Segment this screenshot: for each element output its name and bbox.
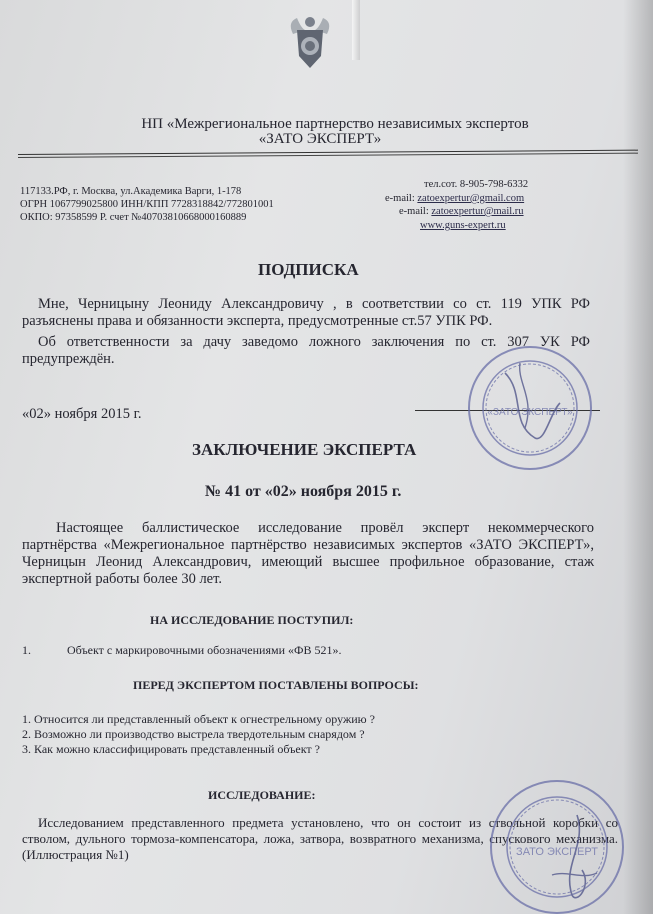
paper-fold xyxy=(352,0,360,60)
receipt-text-2: Об ответственности за дачу заведомо ложного заключения по ст. 307 УК РФ предупреждён. xyxy=(22,334,590,367)
org-name-line1: НП «Межрегиональное партнерство независимых экспертов xyxy=(141,116,529,132)
receipt-date: «02» ноября 2015 г. xyxy=(22,406,142,422)
received-item-text: Объект с маркировочными обозначениями «ФВ 521». xyxy=(67,643,342,657)
email-2-label: e-mail: xyxy=(399,206,429,217)
address: 117133.РФ, г. Москва, ул.Академика Варги, 1-178 xyxy=(20,186,242,197)
stamp-2-text: ЗАТО ЭКСПЕРТ xyxy=(516,846,598,858)
question-1: 1. Относится ли представленный объект к огнестрельному оружию ? xyxy=(22,712,375,726)
receipt-text-1: Мне, Черницыну Леониду Александровичу , в соответствии со ст. 119 УПК РФ разъяснены права и обязанности эксперта, предусмотренные ст.57 УПК РФ. xyxy=(22,296,590,329)
received-item-number: 1. xyxy=(22,643,31,657)
conclusion-intro: Настоящее баллистическое исследование провёл эксперт некоммерческого партнёрства «Межрегиональное партнёрство независимых экспертов «ЗАТО ЭКСПЕРТ», Черницын Леонид Александрович, имеющий высшее профильное образование, стаж экспертной работы более 30 лет. xyxy=(22,520,594,587)
stamp-1-text: «ЗАТО ЭКСПЕРТ» xyxy=(487,407,573,418)
email-1 xyxy=(385,193,524,204)
question-3: 3. Как можно классифицировать представленный объект ? xyxy=(22,742,320,756)
ogrn: ОГРН 1067799025800 ИНН/КПП 7728318842/772801001 xyxy=(20,199,274,210)
questions-title: ПЕРЕД ЭКСПЕРТОМ ПОСТАВЛЕНЫ ВОПРОСЫ: xyxy=(133,678,419,692)
edge-shadow xyxy=(623,0,653,914)
round-stamp-2 xyxy=(482,775,632,914)
round-stamp-1 xyxy=(465,343,595,473)
receipt-title: ПОДПИСКА xyxy=(258,260,359,279)
org-name-line2: «ЗАТО ЭКСПЕРТ» xyxy=(258,131,382,147)
question-2: 2. Возможно ли производство выстрела твердотельным снарядом ? xyxy=(22,727,365,741)
research-title: ИССЛЕДОВАНИЕ: xyxy=(208,788,316,802)
received-title: НА ИССЛЕДОВАНИЕ ПОСТУПИЛ: xyxy=(150,613,354,627)
research-text: Исследованием представленного предмета установлено, что он состоит из ствольной коробки со стволом, дульного тормоза-компенсатора, ложа, затвора, возвратного механизма, спускового механизма.(Иллюстрация №1) xyxy=(22,815,618,862)
conclusion-title: ЗАКЛЮЧЕНИЕ ЭКСПЕРТА xyxy=(192,440,417,459)
email-1-label: e-mail: xyxy=(385,193,415,204)
website-link[interactable]: www.guns-expert.ru xyxy=(420,220,506,231)
emblem-logo xyxy=(285,14,335,72)
email-1-link[interactable]: zatoexpertur@gmail.com xyxy=(417,193,525,204)
email-2 xyxy=(399,206,524,217)
email-2-link[interactable]: zatoexpertur@mail.ru xyxy=(431,206,524,217)
phone: тел.сот. 8-905-798-6332 xyxy=(424,179,529,190)
conclusion-number: № 41 от «02» ноября 2015 г. xyxy=(205,483,402,500)
okpo: ОКПО: 97358599 Р. счет №40703810668000160889 xyxy=(20,212,247,223)
